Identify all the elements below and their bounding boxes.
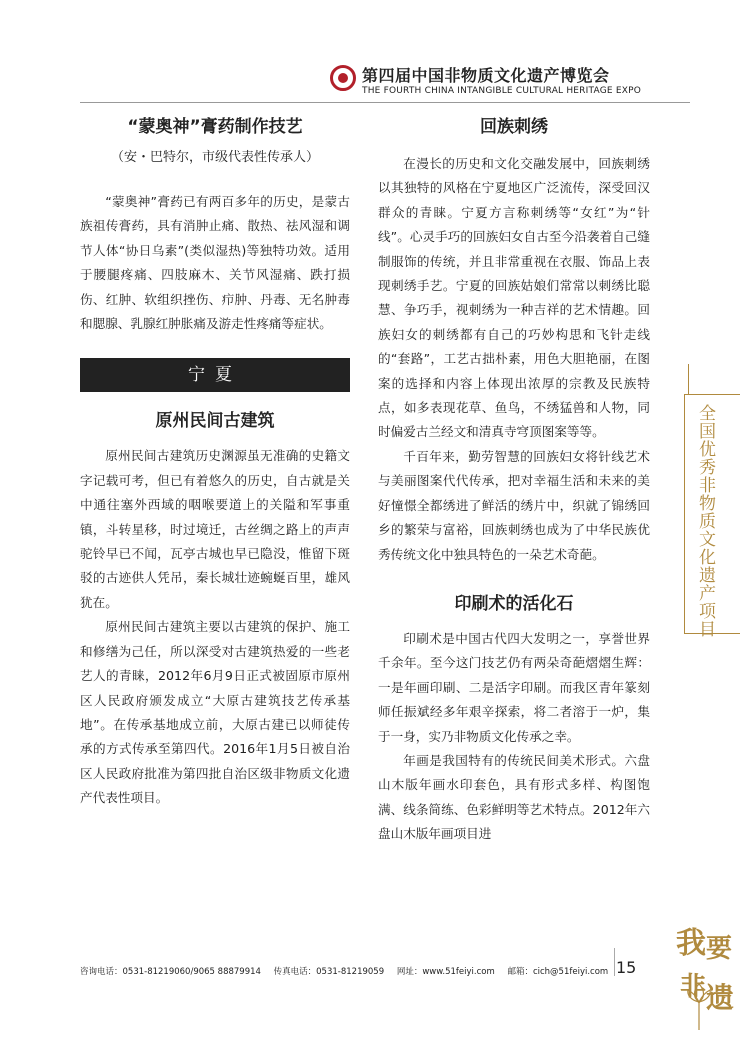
lotus-icon xyxy=(684,980,714,1030)
section-subtitle-inheritor: （安・巴特尔，市级代表性传承人） xyxy=(110,150,319,165)
paragraph: 印刷术是中国古代四大发明之一，享誉世界千余年。至今这门技艺仍有两朵奇葩熠熠生辉：一是年画印刷、二是活字印刷。而我区青年篆刻师任振斌经多年艰辛探索，将二者溶于一炉，集于一身，实乃非物质文化传承之幸。 xyxy=(378,630,650,744)
right-column xyxy=(378,110,650,847)
calligraphy-char: 遗 xyxy=(706,981,735,1014)
paragraph: 年画是我国特有的传统民间美术形式。六盘山木版年画水印套色，具有形式多样、构图饱满、线条简练、色彩鲜明等艺术特点。2012年六盘山木版年画项目进 xyxy=(378,752,650,842)
page-number-divider xyxy=(614,948,615,976)
paragraph: 原州民间古建筑历史渊源虽无准确的史籍文字记载可考，但已有着悠久的历史，自古就是关中通往塞外西域的咽喉要道上的关隘和军事重镇，斗转星移，时过境迁，古丝绸之路上的声声驼铃早已不闻，瓦亭古城也早已隐没，惟留下斑驳的古迹供人凭吊，秦长城壮迹蜿蜒百里，雄风犹在。 xyxy=(80,448,350,610)
footer-email: 邮箱：cich@51feiyi.com xyxy=(507,967,609,977)
side-tab-line xyxy=(688,364,689,394)
header-divider xyxy=(80,102,690,103)
header-title-cn: 第四届中国非物质文化遗产博览会 xyxy=(362,66,610,85)
paragraph: 千百年来，勤劳智慧的回族妇女将针线艺术与美丽图案代代传承，把对幸福生活和未来的美好憧憬全都绣进了鲜活的绣片中，织就了锦绣回乡的繁荣与富裕，回族刺绣也成为了中华民族优秀传统文化中独具特色的一朵艺术奇葩。 xyxy=(378,448,650,562)
calligraphy-char: 非 xyxy=(680,972,707,1002)
page-number: 15 xyxy=(616,958,637,977)
footer-phone: 咨询电话：0531-81219060/9065 88879914 xyxy=(80,967,261,977)
calligraphy-char: 我 xyxy=(676,926,706,961)
side-tab-text: 全国优秀非物质文化遗产项目 xyxy=(695,404,715,638)
region-banner-ningxia: 宁夏 xyxy=(80,358,350,392)
section-title-mengaoshen: “蒙奥神”膏药制作技艺 xyxy=(127,117,303,137)
footer-contact xyxy=(80,965,618,977)
paragraph: 原州民间古建筑主要以古建筑的保护、施工和修缮为己任，所以深受对古建筑热爱的一些老艺人的青睐，2012年6月9日正式被固原市原州区人民政府颁发成立“大原古建筑技艺传承基地”。在传承基地成立前，大原古建已以师徒传承的方式传承至第四代。2016年1月5日被自治区人民政府批准为第四批自治区级非物质文化遗产代表性项目。 xyxy=(80,619,350,806)
expo-logo-icon xyxy=(330,65,356,91)
footer-fax: 传真电话：0531-81219059 xyxy=(273,967,385,977)
spacer xyxy=(80,172,350,190)
paragraph: 在漫长的历史和文化交融发展中，回族刺绣以其独特的风格在宁夏地区广泛流传，深受回汉群众的青睐。宁夏方言称刺绣等“女红”为“针线”。心灵手巧的回族妇女自古至今沿袭着自己缝制服饰的传统，并且非常重视在衣服、饰品上表现刺绣手艺。宁夏的回族姑娘们常常以刺绣比聪慧、争巧手，视刺绣为一种吉祥的艺术情趣。回族妇女的刺绣都有自己的巧妙构思和飞针走线的“套路”，工艺古拙朴素，用色大胆艳丽，在图案的选择和内容上体现出浓厚的宗教及民族特点，如多表现花草、鱼鸟，不绣猛兽和人物，同时偏爱古兰经文和清真寺穹顶图案等等。 xyxy=(378,156,650,440)
paragraph: “蒙奥神”膏药已有两百多年的历史，是蒙古族祖传膏药，具有消肿止痛、散热、祛风湿和调节人体“协日乌素”(类似湿热)等独特功效。适用于腰腿疼痛、四肢麻木、关节风湿痛、跌打损伤、红肿、软组织挫伤、疖肿、丹毒、无名肿毒和腮腺、乳腺红肿胀痛及游走性疼痛等症状。 xyxy=(80,194,350,332)
header-title-en: THE FOURTH CHINA INTANGIBLE CULTURAL HERITAGE EXPO xyxy=(362,86,641,96)
section-title-yuanzhou: 原州民间古建筑 xyxy=(155,411,275,432)
section-title-embroidery: 回族刺绣 xyxy=(480,117,548,137)
calligraphy-char: 要 xyxy=(706,934,733,964)
footer-website: 网址：www.51feiyi.com xyxy=(396,967,495,977)
left-column xyxy=(80,110,350,811)
section-title-printing: 印刷术的活化石 xyxy=(454,593,574,614)
